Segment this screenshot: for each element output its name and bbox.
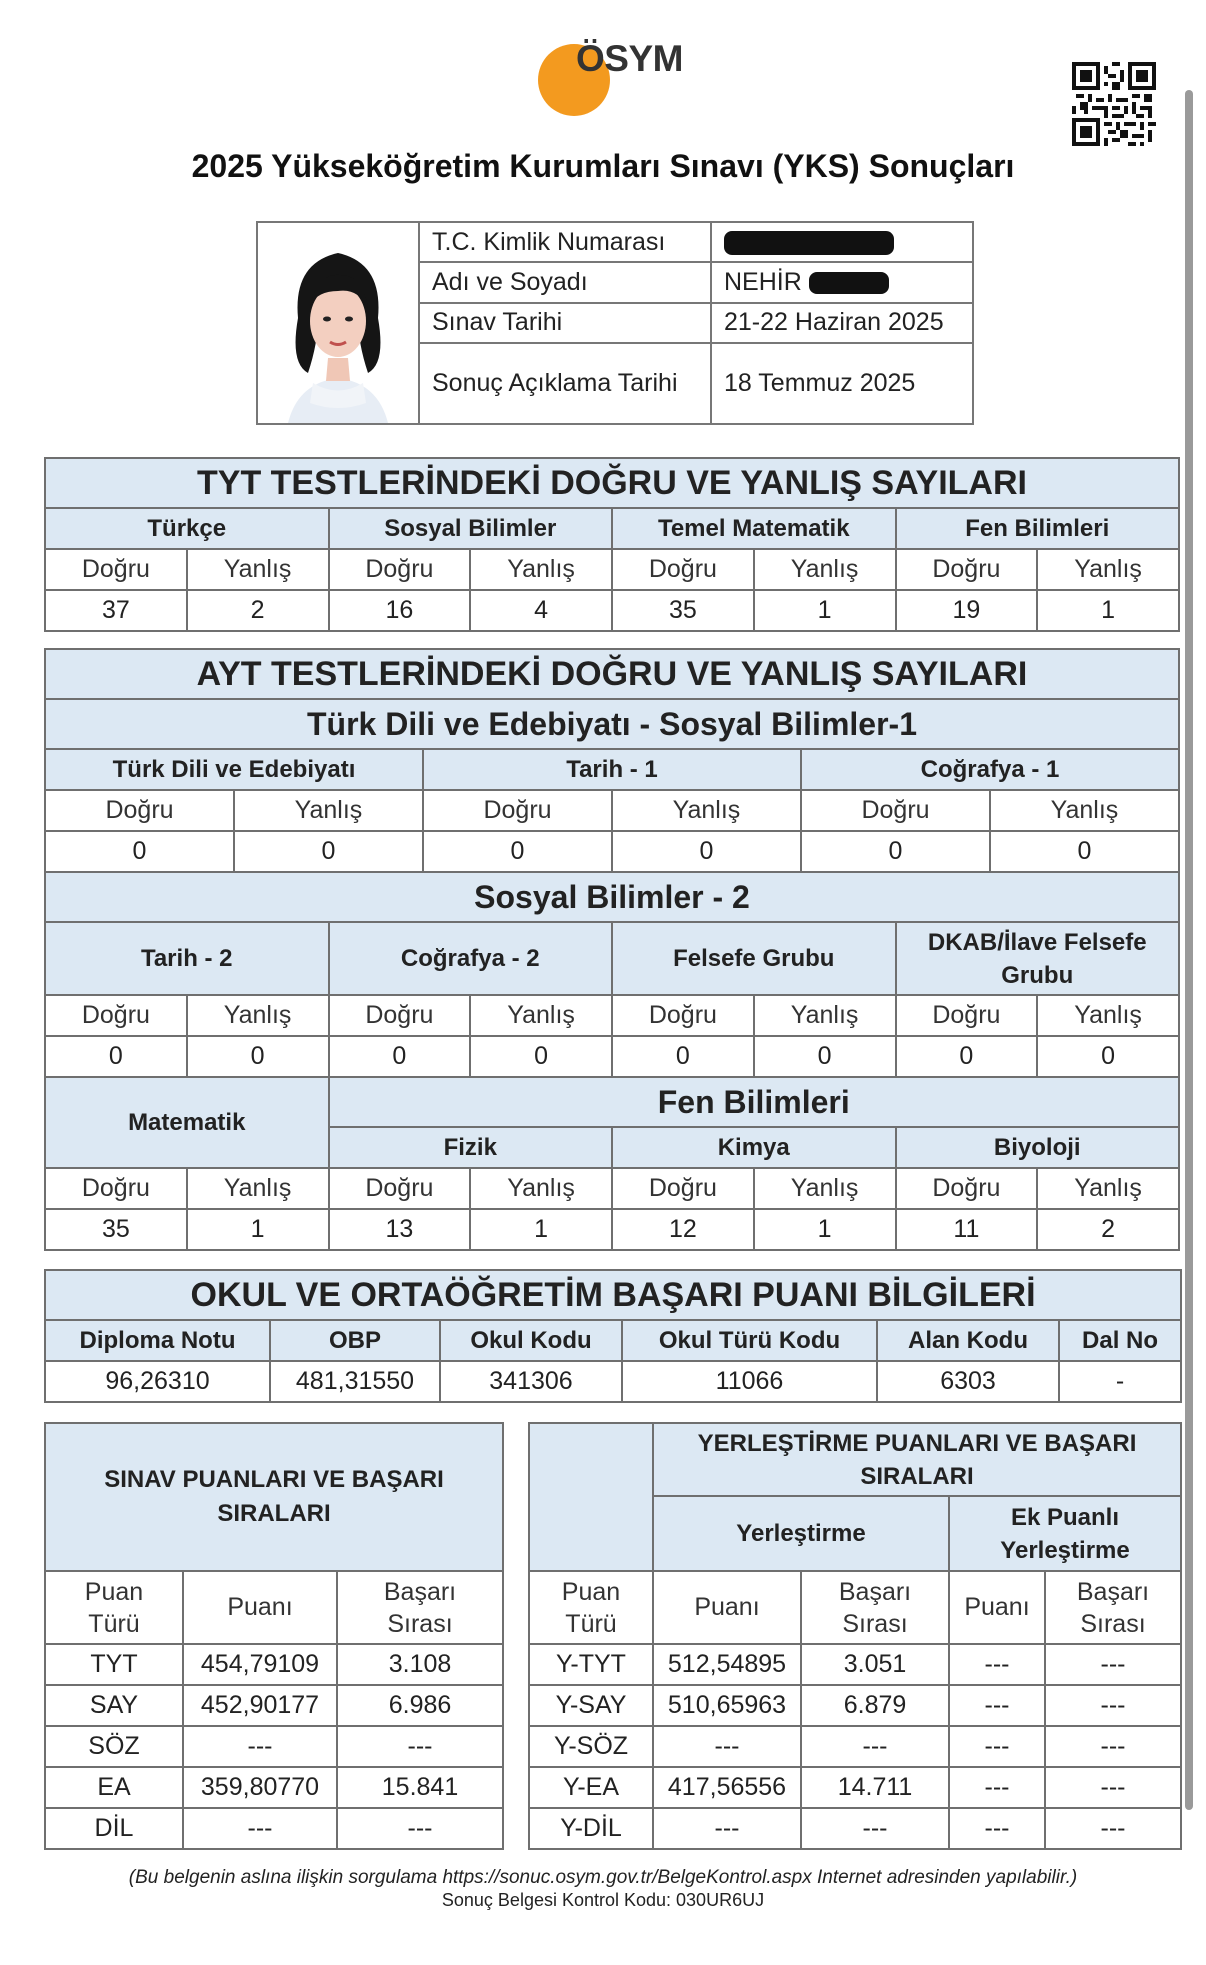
logo-text: ÖSYM <box>576 38 683 79</box>
sira: 6.986 <box>337 1685 503 1726</box>
score-cell: 2 <box>1037 1209 1179 1250</box>
puan-turu: Y-SÖZ <box>529 1726 653 1767</box>
score-cell: 1 <box>754 1209 896 1250</box>
okul-header: Dal No <box>1059 1320 1181 1361</box>
yanlis-label: Yanlış <box>234 790 423 831</box>
puan: 452,90177 <box>183 1685 337 1726</box>
dogru-label: Doğru <box>423 790 612 831</box>
score-cell: 0 <box>470 1036 612 1077</box>
score-cell: 19 <box>896 590 1038 631</box>
score-cell: 0 <box>45 831 234 872</box>
puan: --- <box>653 1726 801 1767</box>
sinav-puanlari-title: SINAV PUANLARI VE BAŞARI SIRALARI <box>45 1423 503 1571</box>
ayt-section1-title: Türk Dili ve Edebiyatı - Sosyal Bilimler-1 <box>45 699 1179 749</box>
puan-turu: Y-EA <box>529 1767 653 1808</box>
tyt-subject: Fen Bilimleri <box>896 508 1180 549</box>
redaction <box>809 272 889 294</box>
score-cell: 11 <box>896 1209 1038 1250</box>
tyt-subject: Sosyal Bilimler <box>329 508 613 549</box>
score-cell: 1 <box>187 1209 329 1250</box>
sira: 3.108 <box>337 1644 503 1685</box>
document-title: 2025 Yükseköğretim Kurumları Sınavı (YKS) Sonuçları <box>191 148 1015 184</box>
dogru-label: Doğru <box>45 790 234 831</box>
sira: 15.841 <box>337 1767 503 1808</box>
puani-header: Puanı <box>653 1571 801 1644</box>
yanlis-label: Yanlış <box>187 549 329 590</box>
sinav-puanlari-table <box>44 1422 504 1850</box>
tc-value <box>711 222 973 262</box>
basari-sirasi-header: Başarı Sırası <box>1045 1571 1181 1644</box>
result-date-value: 18 Temmuz 2025 <box>711 343 973 424</box>
puan-turu-header: Puan Türü <box>529 1571 653 1644</box>
score-cell: 16 <box>329 590 471 631</box>
ek-puanli-label: Ek Puanlı Yerleştirme <box>949 1496 1181 1571</box>
dogru-label: Doğru <box>612 549 754 590</box>
yanlis-label: Yanlış <box>754 995 896 1036</box>
okul-value: - <box>1059 1361 1181 1402</box>
dogru-label: Doğru <box>612 1168 754 1209</box>
score-cell: 0 <box>612 1036 754 1077</box>
ayt-subject: Felsefe Grubu <box>612 922 896 995</box>
tc-label: T.C. Kimlik Numarası <box>419 222 711 262</box>
score-cell: 0 <box>329 1036 471 1077</box>
score-cell: 13 <box>329 1209 471 1250</box>
yanlis-label: Yanlış <box>754 1168 896 1209</box>
tyt-subject: Türkçe <box>45 508 329 549</box>
puan: --- <box>653 1808 801 1849</box>
puan-turu: TYT <box>45 1644 183 1685</box>
okul-header: Okul Kodu <box>440 1320 622 1361</box>
yanlis-label: Yanlış <box>754 549 896 590</box>
name-label: Adı ve Soyadı <box>419 262 711 302</box>
ayt-subject: Coğrafya - 2 <box>329 922 613 995</box>
okul-header: Okul Türü Kodu <box>622 1320 877 1361</box>
score-cell: 35 <box>45 1209 187 1250</box>
score-cell: 37 <box>45 590 187 631</box>
puan-turu: EA <box>45 1767 183 1808</box>
ayt-subject: Kimya <box>612 1127 896 1168</box>
ek-sira: --- <box>1045 1644 1181 1685</box>
yanlis-label: Yanlış <box>187 1168 329 1209</box>
score-cell: 4 <box>470 590 612 631</box>
score-cell: 12 <box>612 1209 754 1250</box>
matematik-header: Matematik <box>45 1077 329 1168</box>
basari-sirasi-header: Başarı Sırası <box>337 1571 503 1644</box>
puan-turu: SÖZ <box>45 1726 183 1767</box>
ek-puan: --- <box>949 1767 1045 1808</box>
ek-sira: --- <box>1045 1808 1181 1849</box>
dogru-label: Doğru <box>896 549 1038 590</box>
yanlis-label: Yanlış <box>1037 549 1179 590</box>
ek-puan: --- <box>949 1644 1045 1685</box>
okul-header: OBP <box>270 1320 440 1361</box>
score-cell: 0 <box>45 1036 187 1077</box>
puani-header: Puanı <box>949 1571 1045 1644</box>
yanlis-label: Yanlış <box>990 790 1179 831</box>
okul-title: OKUL VE ORTAÖĞRETİM BAŞARI PUANI BİLGİLERİ <box>45 1270 1181 1320</box>
tyt-table <box>44 457 1180 632</box>
ayt-title: AYT TESTLERİNDEKİ DOĞRU VE YANLIŞ SAYILARI <box>45 649 1179 699</box>
tyt-subject: Temel Matematik <box>612 508 896 549</box>
ayt-subject: Türk Dili ve Edebiyatı <box>45 749 423 790</box>
sira: 3.051 <box>801 1644 949 1685</box>
puan-turu: Y-SAY <box>529 1685 653 1726</box>
score-cell: 1 <box>754 590 896 631</box>
ayt-subject: Tarih - 2 <box>45 922 329 995</box>
score-cell: 0 <box>754 1036 896 1077</box>
ek-puan: --- <box>949 1685 1045 1726</box>
dogru-label: Doğru <box>801 790 990 831</box>
dogru-label: Doğru <box>896 995 1038 1036</box>
candidate-photo <box>258 223 418 423</box>
puan: 454,79109 <box>183 1644 337 1685</box>
score-cell: 1 <box>470 1209 612 1250</box>
yanlis-label: Yanlış <box>1037 1168 1179 1209</box>
yerlestirme-blank <box>529 1423 653 1571</box>
yanlis-label: Yanlış <box>470 549 612 590</box>
okul-value: 11066 <box>622 1361 877 1402</box>
ayt-subject: Coğrafya - 1 <box>801 749 1179 790</box>
sira: --- <box>337 1726 503 1767</box>
name-text: NEHİR <box>724 268 802 297</box>
sira: 14.711 <box>801 1767 949 1808</box>
puan: 359,80770 <box>183 1767 337 1808</box>
puan: 512,54895 <box>653 1644 801 1685</box>
okul-value: 96,26310 <box>45 1361 270 1402</box>
score-cell: 0 <box>990 831 1179 872</box>
puan: 510,65963 <box>653 1685 801 1726</box>
score-cell: 2 <box>187 590 329 631</box>
ek-puan: --- <box>949 1808 1045 1849</box>
puani-header: Puanı <box>183 1571 337 1644</box>
candidate-info-table <box>256 221 974 425</box>
ek-sira: --- <box>1045 1726 1181 1767</box>
name-value <box>711 262 973 302</box>
okul-table <box>44 1269 1182 1403</box>
yerlestirme-label: Yerleştirme <box>653 1496 949 1571</box>
yerlestirme-table <box>528 1422 1182 1850</box>
score-cell: 35 <box>612 590 754 631</box>
puan: 417,56556 <box>653 1767 801 1808</box>
ek-sira: --- <box>1045 1767 1181 1808</box>
puan-turu: SAY <box>45 1685 183 1726</box>
puan-turu: Y-TYT <box>529 1644 653 1685</box>
ayt-section2-title: Sosyal Bilimler - 2 <box>45 872 1179 922</box>
result-date-label: Sonuç Açıklama Tarihi <box>419 343 711 424</box>
score-cell: 0 <box>423 831 612 872</box>
score-cell: 0 <box>234 831 423 872</box>
photo-cell <box>257 222 419 424</box>
yanlis-label: Yanlış <box>187 995 329 1036</box>
puan-turu: DİL <box>45 1808 183 1849</box>
yanlis-label: Yanlış <box>470 995 612 1036</box>
dogru-label: Doğru <box>329 1168 471 1209</box>
ayt-subject: Biyoloji <box>896 1127 1180 1168</box>
redaction <box>724 231 894 255</box>
yanlis-label: Yanlış <box>612 790 801 831</box>
tyt-title: TYT TESTLERİNDEKİ DOĞRU VE YANLIŞ SAYILARI <box>45 458 1179 508</box>
fen-title: Fen Bilimleri <box>329 1077 1180 1127</box>
exam-date-value: 21-22 Haziran 2025 <box>711 303 973 343</box>
sira: --- <box>337 1808 503 1849</box>
ayt-subject: DKAB/İlave Felsefe Grubu <box>896 922 1180 995</box>
dogru-label: Doğru <box>896 1168 1038 1209</box>
ayt-table <box>44 648 1180 1251</box>
score-cell: 0 <box>187 1036 329 1077</box>
score-cell: 1 <box>1037 590 1179 631</box>
score-cell: 0 <box>612 831 801 872</box>
basari-sirasi-header: Başarı Sırası <box>801 1571 949 1644</box>
okul-header: Diploma Notu <box>45 1320 270 1361</box>
dogru-label: Doğru <box>45 1168 187 1209</box>
exam-date-label: Sınav Tarihi <box>419 303 711 343</box>
score-cell: 0 <box>1037 1036 1179 1077</box>
okul-value: 481,31550 <box>270 1361 440 1402</box>
sira: --- <box>801 1726 949 1767</box>
dogru-label: Doğru <box>612 995 754 1036</box>
ek-puan: --- <box>949 1726 1045 1767</box>
puan-turu-header: Puan Türü <box>45 1571 183 1644</box>
score-cell: 0 <box>801 831 990 872</box>
dogru-label: Doğru <box>329 549 471 590</box>
puan: --- <box>183 1808 337 1849</box>
dogru-label: Doğru <box>45 995 187 1036</box>
okul-value: 6303 <box>877 1361 1059 1402</box>
ayt-subject: Tarih - 1 <box>423 749 801 790</box>
puan-turu: Y-DİL <box>529 1808 653 1849</box>
okul-header: Alan Kodu <box>877 1320 1059 1361</box>
dogru-label: Doğru <box>45 549 187 590</box>
okul-value: 341306 <box>440 1361 622 1402</box>
ayt-subject: Fizik <box>329 1127 613 1168</box>
qr-code-icon <box>1072 62 1156 146</box>
yanlis-label: Yanlış <box>1037 995 1179 1036</box>
sira: --- <box>801 1808 949 1849</box>
yerlestirme-title: YERLEŞTİRME PUANLARI VE BAŞARI SIRALARI <box>653 1423 1181 1496</box>
ek-sira: --- <box>1045 1685 1181 1726</box>
control-code: Sonuç Belgesi Kontrol Kodu: 030UR6UJ <box>441 1890 765 1910</box>
yanlis-label: Yanlış <box>470 1168 612 1209</box>
osym-logo <box>538 36 688 116</box>
score-cell: 0 <box>896 1036 1038 1077</box>
sira: 6.879 <box>801 1685 949 1726</box>
verification-note: (Bu belgenin aslına ilişkin sorgulama https://sonuc.osym.gov.tr/BelgeKontrol.aspx Internet adresinden yapılabilir.) <box>128 1867 1078 1888</box>
puan: --- <box>183 1726 337 1767</box>
dogru-label: Doğru <box>329 995 471 1036</box>
scrollbar[interactable] <box>1185 90 1193 1810</box>
